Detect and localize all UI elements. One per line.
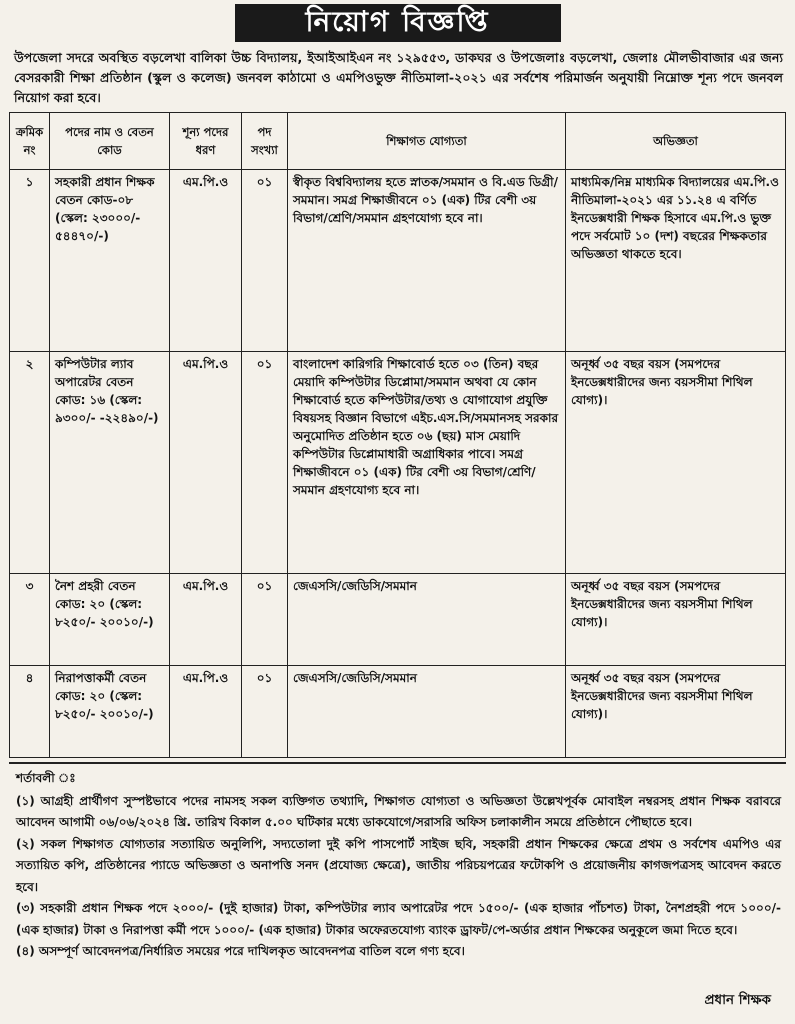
table-row (10, 170, 786, 352)
terms-item: (১) আগ্রহী প্রার্থীগণ সুস্পষ্টভাবে পদের নামসহ সকল ব্যক্তিগত তথ্যাদি, শিক্ষাগত যোগ্যতা ও অভিজ্ঞতা উল্লেখপূর্বক মোবাইল নম্বরসহ প্রধান শিক্ষক বরাবরে আবেদন আগামী ০৬/০৬/২০২৪ খ্রি. তারিখ বিকাল ৫.০০ ঘটিকার মধ্যে ডাকযোগে/সরাসরি অফিস চলাকালীন সময়ে প্রতিষ্ঠানে পৌছাতে হবে। (16, 793, 781, 829)
row-experience: অনূর্ধ্ব ৩৫ বছর বয়স (সমপদের ইনডেক্সধারীদের জন্য বয়সসীমা শিথিল যোগ্য)। (566, 352, 786, 574)
posts-table (9, 112, 786, 758)
row-education: জেএসসি/জেডিসি/সমমান (288, 666, 566, 758)
row-experience: অনূর্ধ্ব ৩৫ বছর বয়স (সমপদের ইনডেক্সধারীদের জন্য বয়সসীমা শিথিল যোগ্য)। (566, 574, 786, 666)
header-serial: ক্রমিক নং (10, 113, 50, 170)
row-serial: ১ (10, 170, 50, 352)
row-education: স্বীকৃত বিশ্ববিদ্যালয় হতে স্নাতক/সমমান ও বি.এড ডিগ্রী/সমমান। সমগ্র শিক্ষাজীবনে ০১ (এক) টির বেশী ৩য় বিভাগ/শ্রেণি/সমমান গ্রহণযোগ্য হবে না। (288, 170, 566, 352)
row-serial: ৪ (10, 666, 50, 758)
row-post: নিরাপত্তাকর্মী বেতন কোড: ২০ (স্কেল: ৮২৫০/- ২০০১০/-) (50, 666, 170, 758)
row-type: এম.পি.ও (170, 352, 242, 574)
terms-section (6, 764, 789, 963)
row-post: কম্পিউটার ল্যাব অপারেটর বেতন কোড: ১৬ (স্কেল: ৯৩০০/- -২২৪৯০/-) (50, 352, 170, 574)
row-count: ০১ (242, 666, 288, 758)
row-education: জেএসসি/জেডিসি/সমমান (288, 574, 566, 666)
terms-item: (৩) সহকারী প্রধান শিক্ষক পদে ২০০০/- (দুই হাজার) টাকা, কম্পিউটার ল্যাব অপারেটর পদে ১৫০০/- (এক হাজার পাঁচশত) টাকা, নৈশপ্রহরী পদে ১০০০/- (এক হাজার) টাকা ও নিরাপত্তা কর্মী পদে ১০০০/- (এক হাজার) টাকার অফেরতযোগ্য ব্যাংক ড্রাফট/পে-অর্ডার প্রধান শিক্ষকের অনুকূলে জমা দিতে হবে। (16, 901, 781, 937)
header-education: শিক্ষাগত যোগ্যতা (288, 113, 566, 170)
table-row (10, 574, 786, 666)
table-row (10, 352, 786, 574)
notice-sheet (6, 4, 789, 1020)
row-count: ০১ (242, 574, 288, 666)
header-type: শূন্য পদের ধরণ (170, 113, 242, 170)
row-post: সহকারী প্রধান শিক্ষক বেতন কোড-০৮ (স্কেল: ২৩০০০/- ৫৪৪৭০/-) (50, 170, 170, 352)
signature-headmaster: প্রধান শিক্ষক (704, 992, 771, 1008)
terms-title: শর্তাবলী ঃ (16, 771, 76, 785)
header-post: পদের নাম ও বেতন কোড (50, 113, 170, 170)
terms-item: (২) সকল শিক্ষাগত যোগ্যতার সত্যায়িত অনুলিপি, সদ্যতোলা দুই কপি পাসপোর্ট সাইজ ছবি, সহকারী প্রধান শিক্ষকের ক্ষেত্রে প্রথম ও সর্বশেষ এমপিও এর সত্যায়িত কপি, প্রতিষ্ঠানের প্যাডে অভিজ্ঞতা ও অনাপত্তি সনদ (প্রযোজ্য ক্ষেত্রে), জাতীয় পরিচয়পত্রের ফটোকপি ও প্রয়োজনীয় কাগজপত্রসহ আবেদন করতে হবে। (16, 836, 781, 894)
row-count: ০১ (242, 352, 288, 574)
row-count: ০১ (242, 170, 288, 352)
header-experience: অভিজ্ঞতা (566, 113, 786, 170)
table-row (10, 666, 786, 758)
row-type: এম.পি.ও (170, 666, 242, 758)
row-type: এম.পি.ও (170, 574, 242, 666)
row-serial: ২ (10, 352, 50, 574)
row-experience: মাধ্যমিক/নিম্ন মাধ্যমিক বিদ্যালয়ের এম.পি.ও নীতিমালা-২০২১ এর ১১.২৪ এ বর্ণিত ইনডেক্সধারী শিক্ষক হিসাবে এম.পি.ও ভুক্ত পদে সর্বমোট ১০ (দশ) বছরের শিক্ষকতার অভিজ্ঞতা থাকতে হবে। (566, 170, 786, 352)
row-experience: অনূর্ধ্ব ৩৫ বছর বয়স (সমপদের ইনডেক্সধারীদের জন্য বয়সসীমা শিথিল যোগ্য)। (566, 666, 786, 758)
row-serial: ৩ (10, 574, 50, 666)
notice-title: নিয়োগ বিজ্ঞপ্তি (235, 4, 561, 42)
terms-item: (৪) অসম্পূর্ণ আবেদনপত্র/নির্ধারিত সময়ের পরে দাখিলকৃত আবেদনপত্র বাতিল বলে গণ্য হবে। (16, 944, 465, 958)
table-header-row (10, 113, 786, 170)
notice-intro: উপজেলা সদরে অবস্থিত বড়লেখা বালিকা উচ্চ বিদ্যালয়, ইআইআইএন নং ১২৯৫৫৩, ডাকঘর ও উপজেলাঃ বড়লেখা, জেলাঃ মৌলভীবাজার এর জন্য বেসরকারী শিক্ষা প্রতিষ্ঠান (স্কুল ও কলেজ) জনবল কাঠামো ও এমপিওভুক্ত নীতিমালা-২০২১ এর সর্বশেষ পরিমার্জন অনুযায়ী নিম্নোক্ত শূন্য পদে জনবল নিয়োগ করা হবে। (14, 50, 783, 105)
row-post: নৈশ প্রহরী বেতন কোড: ২০ (স্কেল: ৮২৫০/- ২০০১০/-) (50, 574, 170, 666)
row-education: বাংলাদেশ কারিগরি শিক্ষাবোর্ড হতে ০৩ (তিন) বছর মেয়াদি কম্পিউটার ডিপ্লোমা/সমমান অথবা যে কোন শিক্ষাবোর্ড হতে কম্পিউটার/তথ্য ও যোগাযোগ প্রযুক্তি বিষয়সহ বিজ্ঞান বিভাগে এইচ.এস.সি/সমমানসহ সরকার অনুমোদিত প্রতিষ্ঠান হতে ০৬ (ছয়) মাস মেয়াদি কম্পিউটার ডিপ্লোমাধারী অগ্রাধিকার পাবে। সমগ্র শিক্ষাজীবনে ০১ (এক) টির বেশী ৩য় বিভাগ/শ্রেণি/সমমান গ্রহণযোগ্য হবে না। (288, 352, 566, 574)
header-count: পদ সংখ্যা (242, 113, 288, 170)
row-type: এম.পি.ও (170, 170, 242, 352)
